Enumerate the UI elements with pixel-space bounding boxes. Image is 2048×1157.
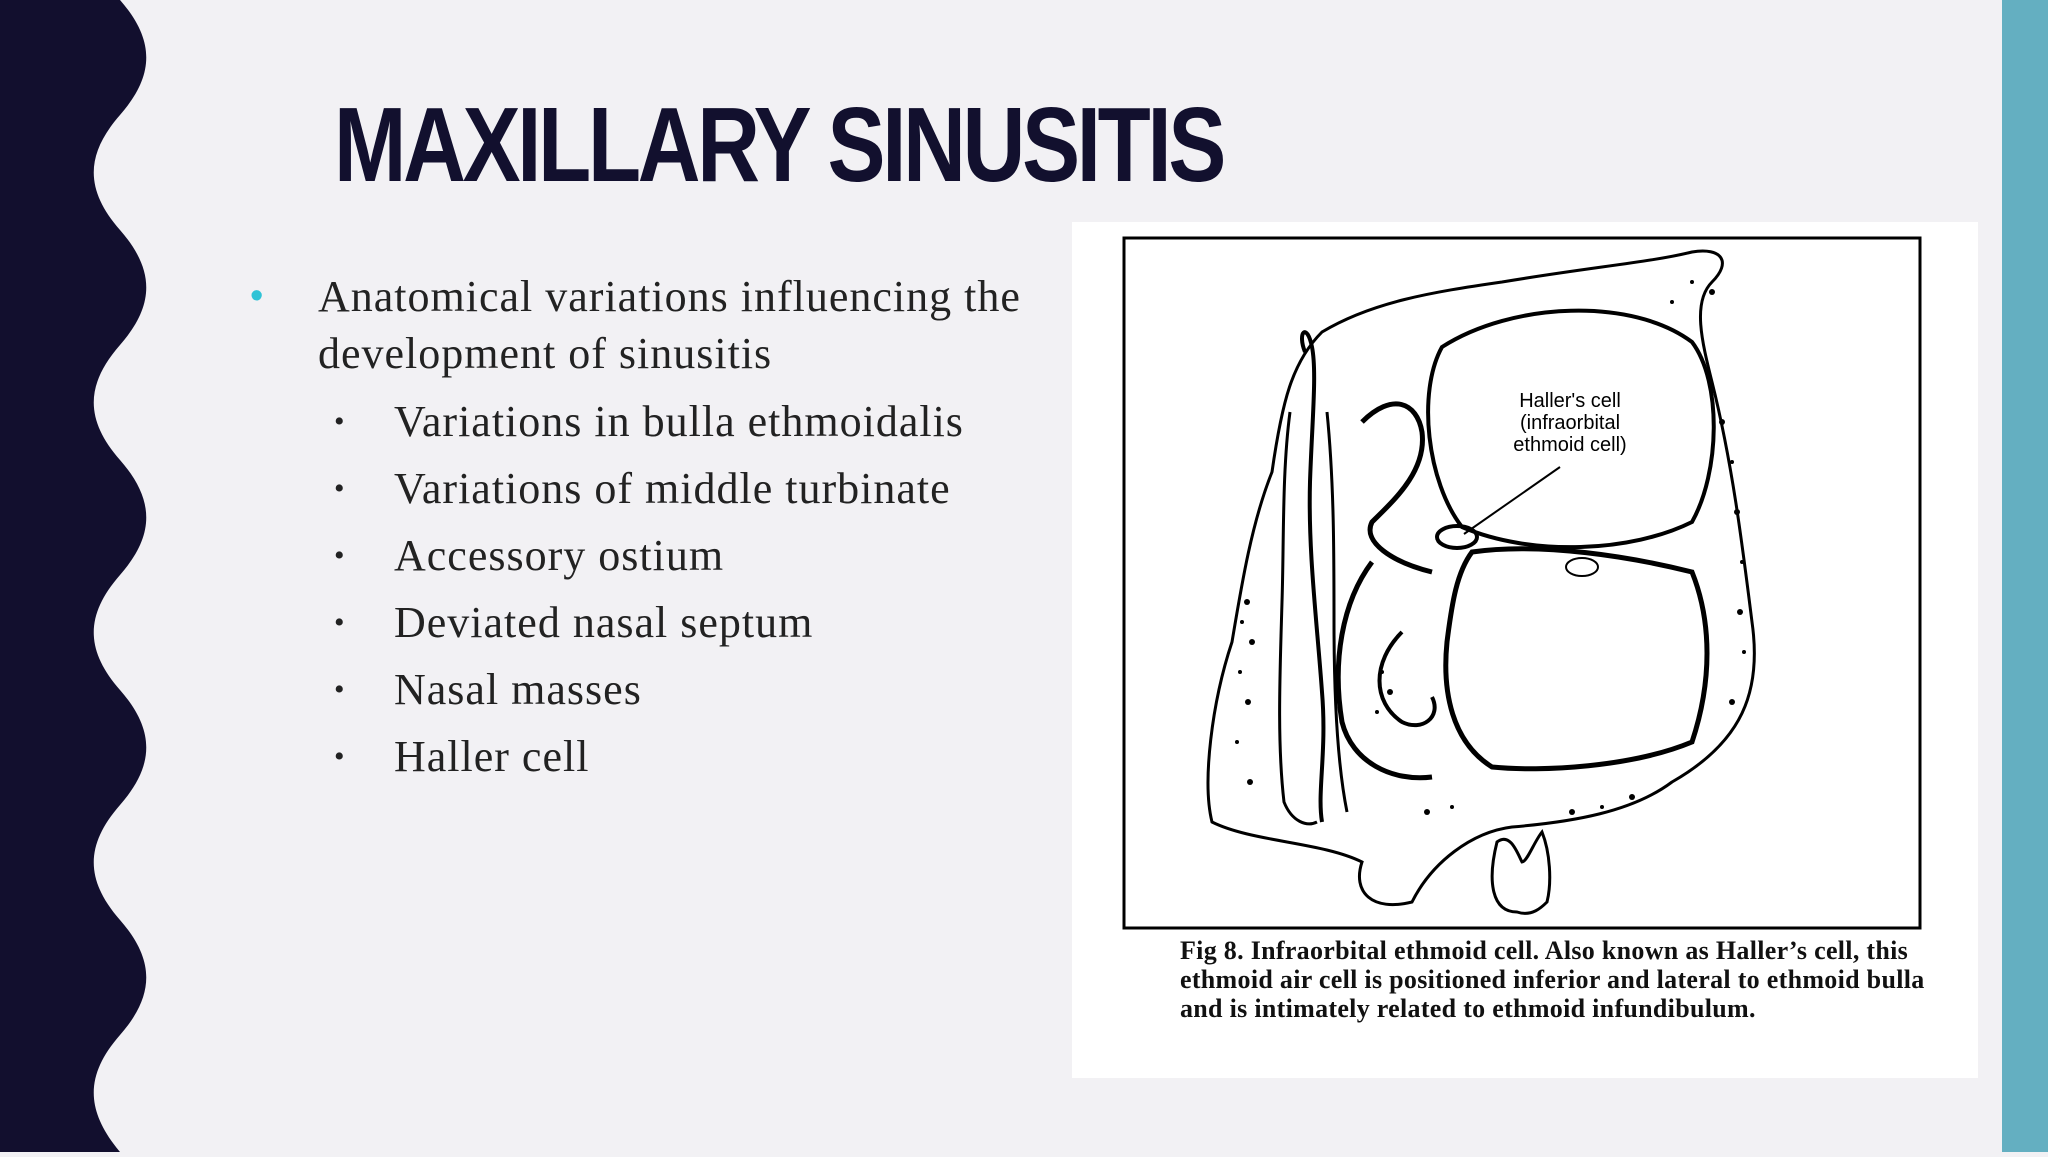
sub-bullet-text: Accessory ostium — [394, 531, 725, 580]
bullet-dot-icon: • — [334, 539, 346, 572]
figure-label-line: ethmoid cell) — [1513, 434, 1627, 456]
bullet-dot-icon: • — [334, 472, 346, 505]
bullet-dot-icon: • — [334, 673, 346, 706]
right-accent-band — [2002, 0, 2048, 1152]
figure-label-line: Haller's cell — [1519, 390, 1621, 412]
anatomy-figure — [1072, 222, 1978, 1078]
sub-bullet — [250, 589, 1030, 656]
sub-bullet-text: Deviated nasal septum — [394, 598, 814, 647]
sub-bullet-text: Variations of middle turbinate — [394, 464, 951, 513]
sub-bullet-text: Nasal masses — [394, 665, 642, 714]
left-wavy-band — [0, 0, 160, 1152]
main-bullet-text: Anatomical variations influencing the development of sinusitis — [318, 272, 1021, 378]
bullet-dot-icon: • — [250, 275, 265, 317]
sub-bullet-list — [250, 388, 1030, 790]
main-bullet — [250, 268, 1030, 382]
figure-label-line: (infraorbital — [1519, 412, 1621, 434]
sub-bullet — [250, 455, 1030, 522]
sub-bullet-text: Variations in bulla ethmoidalis — [394, 397, 964, 446]
slide-title: MAXILLARY SINUSITIS — [334, 86, 1224, 204]
sub-bullet — [250, 723, 1030, 790]
bullet-content — [250, 268, 1030, 790]
figure-caption: Fig 8. Infraorbital ethmoid cell. Also known as Haller’s cell, this ethmoid air cell is positioned inferior and lateral to ethmoid bulla and is intimately related to ethmoid infundibulum. — [1180, 936, 1925, 1023]
bullet-dot-icon: • — [334, 740, 346, 773]
bullet-dot-icon: • — [334, 405, 346, 438]
bullet-dot-icon: • — [334, 606, 346, 639]
sub-bullet — [250, 656, 1030, 723]
sub-bullet — [250, 522, 1030, 589]
sub-bullet — [250, 388, 1030, 455]
sub-bullet-text: Haller cell — [394, 732, 590, 781]
